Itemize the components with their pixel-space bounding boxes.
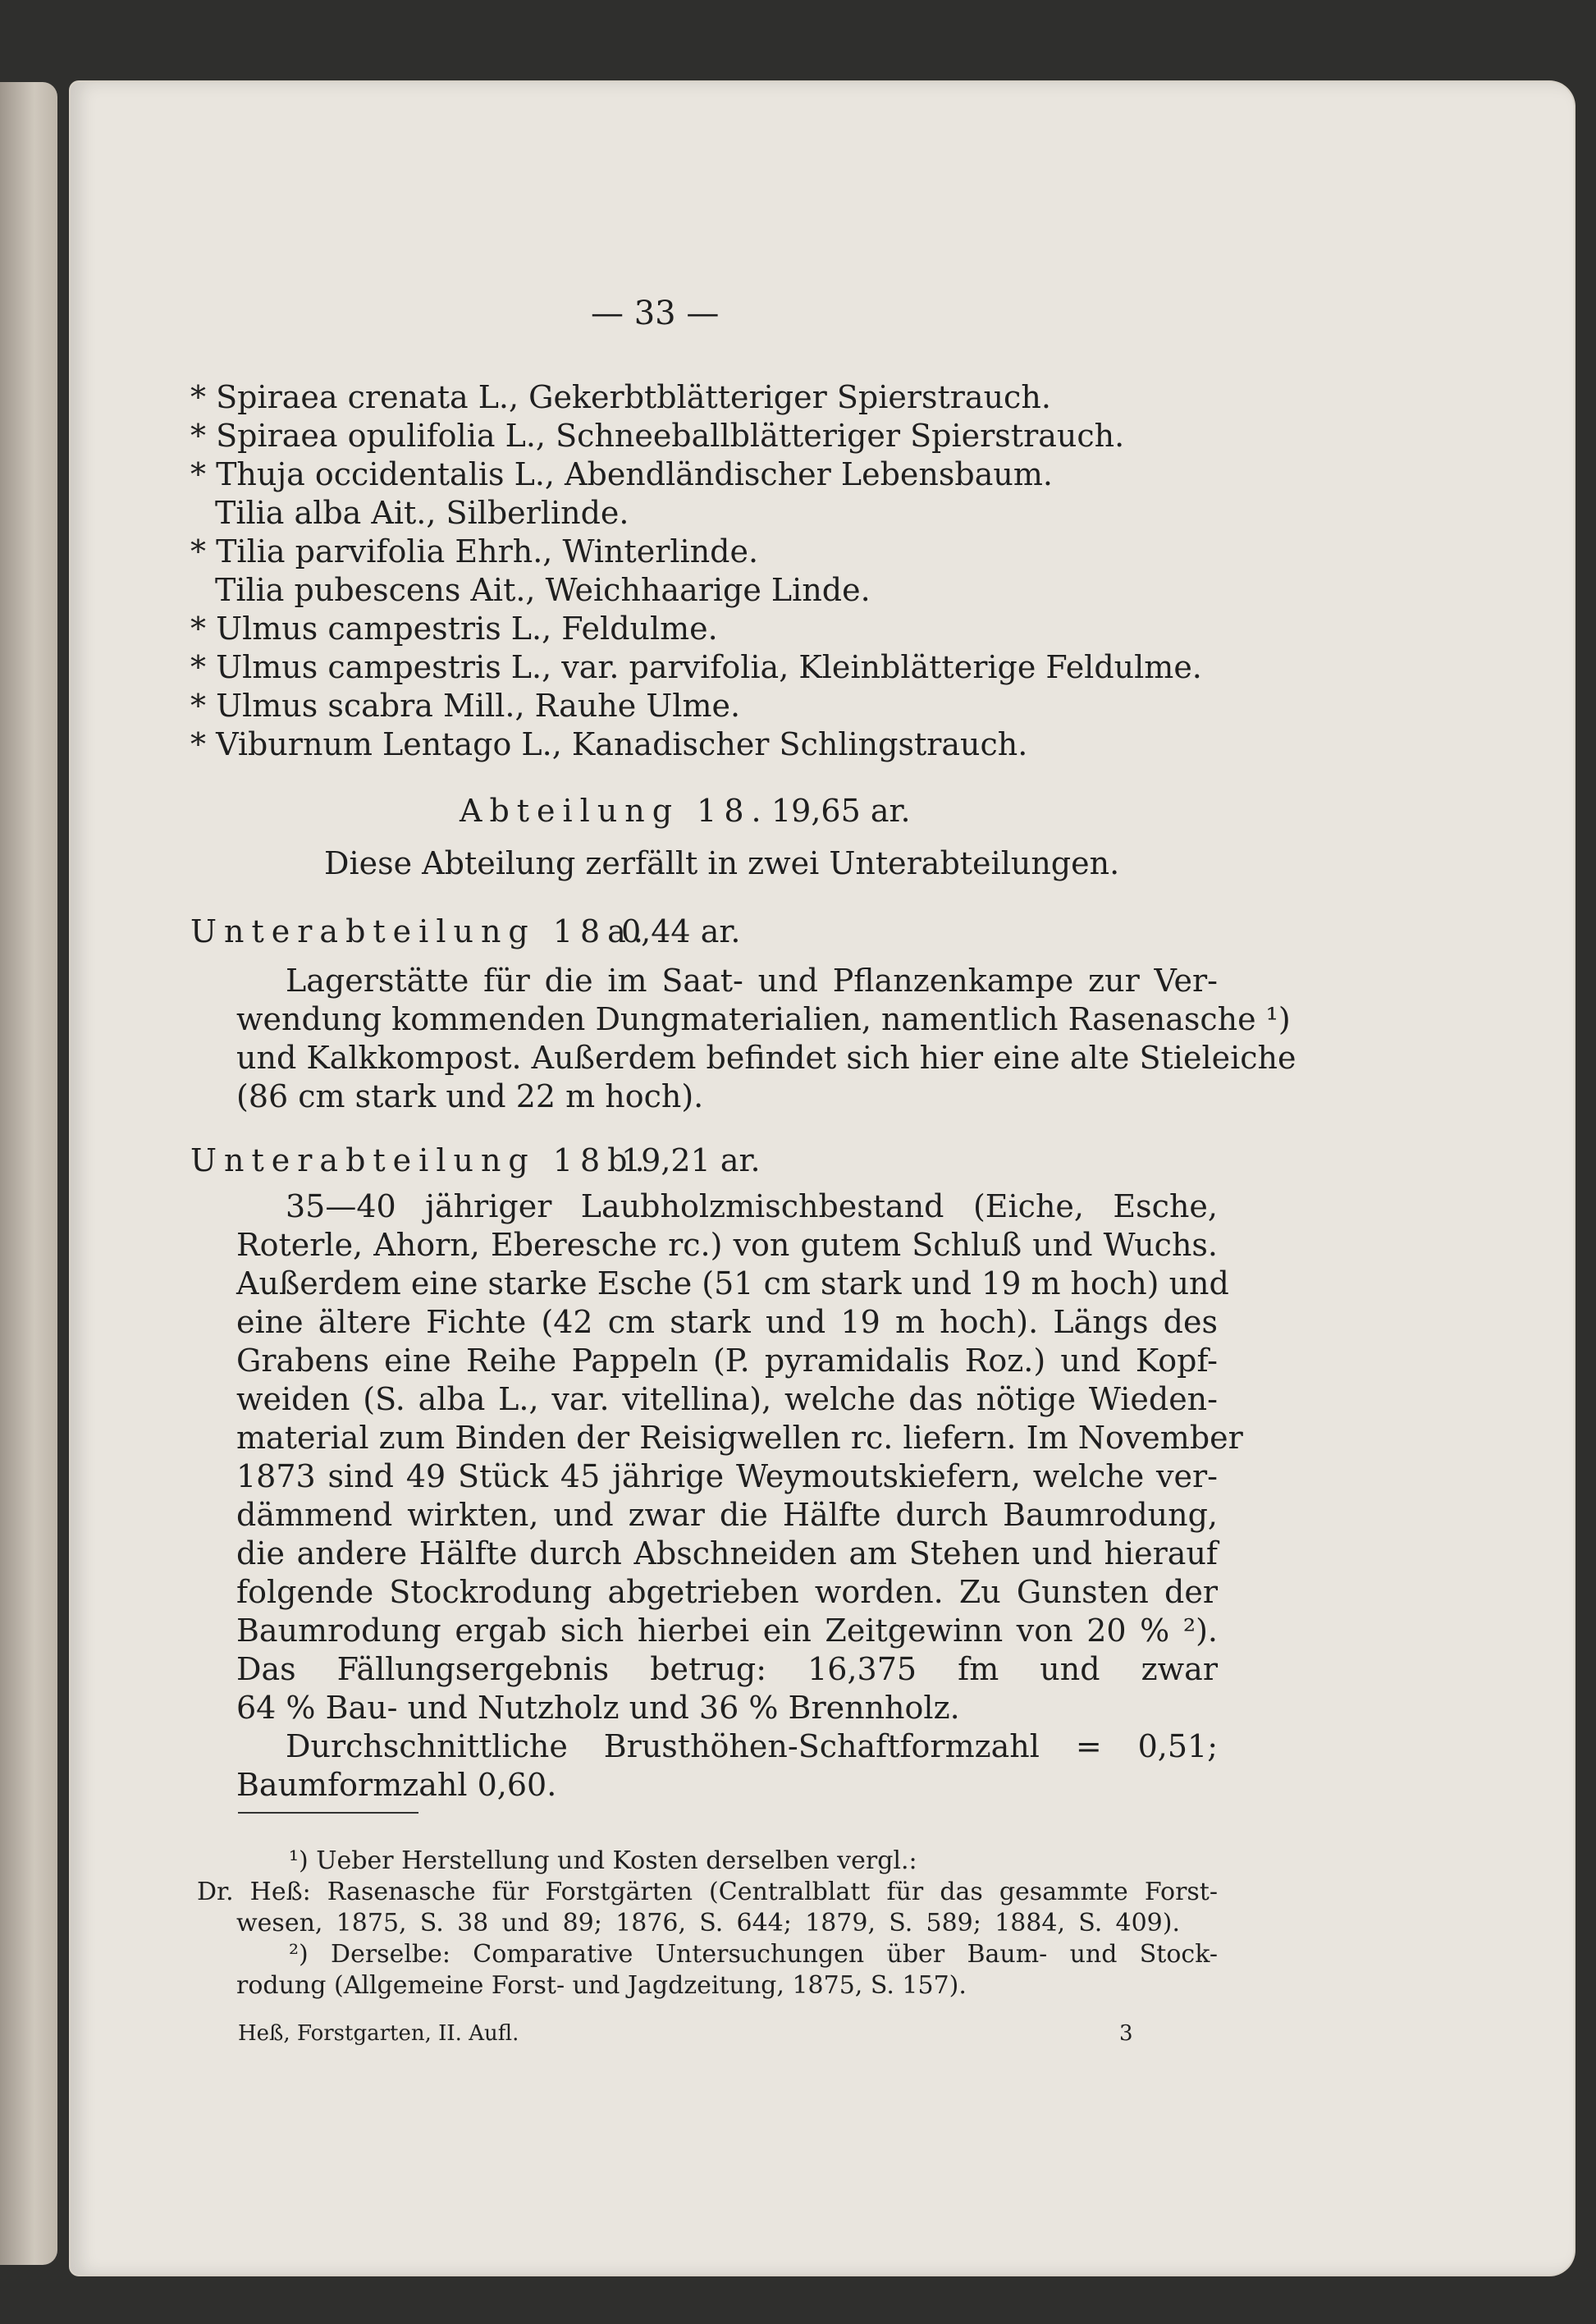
species-list-item: * Thuja occidentalis L., Abendländischer Lebensbaum. — [190, 456, 1053, 492]
subsection-b-line: eine ältere Fichte (42 cm stark und 19 m hoch). Längs des — [236, 1304, 1218, 1340]
subsection-b-line: folgende Stockrodung abgetrieben worden. Zu Gunsten der — [236, 1574, 1218, 1610]
subsection-a-area: 0,44 ar. — [621, 913, 741, 949]
species-list-item: * Ulmus campestris L., var. parvifolia, Kleinblätterige Feldulme. — [190, 649, 1202, 685]
subsection-b-line: 35—40 jähriger Laubholzmischbestand (Eiche, Esche, — [286, 1188, 1218, 1224]
subsection-b-line: Roterle, Ahorn, Eberesche rc.) von gutem Schluß und Wuchs. — [236, 1227, 1218, 1263]
subsection-b-line: 1873 sind 49 Stück 45 jährige Weymoutskiefern, welche ver- — [236, 1458, 1218, 1494]
subsection-b-line: weiden (S. alba L., var. vitellina), welche das nötige Wieden- — [236, 1381, 1218, 1417]
species-list-item: * Tilia parvifolia Ehrh., Winterlinde. — [190, 533, 759, 570]
subsection-a-line: (86 cm stark und 22 m hoch). — [236, 1078, 704, 1114]
left-page-edge — [0, 82, 57, 2265]
footnote-line: wesen, 1875, S. 38 und 89; 1876, S. 644; 1879, S. 589; 1884, S. 409). — [236, 1909, 1180, 1937]
subsection-a-line: wendung kommenden Dungmaterialien, namentlich Rasenasche ¹) — [236, 1001, 1291, 1037]
species-list-item: Tilia alba Ait., Silberlinde. — [215, 495, 629, 531]
species-list-item: * Ulmus campestris L., Feldulme. — [190, 611, 718, 647]
subsection-b-line: Außerdem eine starke Esche (51 cm stark und 19 m hoch) und — [236, 1265, 1229, 1302]
subsection-a-line: und Kalkkompost. Außerdem befindet sich hier eine alte Stieleiche — [236, 1040, 1296, 1076]
subsection-a-line: Lagerstätte für die im Saat- und Pflanzenkampe zur Ver- — [286, 963, 1218, 999]
section-heading-label: Abteilung 18. — [460, 793, 769, 829]
section-intro: Diese Abteilung zerfällt in zwei Unterabteilungen. — [324, 845, 1120, 881]
section-heading-area: 19,65 ar. — [771, 793, 911, 829]
footer-signature: Heß, Forstgarten, II. Aufl. — [238, 2021, 519, 2046]
species-list-item: * Ulmus scabra Mill., Rauhe Ulme. — [190, 688, 741, 724]
footnote-line: rodung (Allgemeine Forst- und Jagdzeitung, 1875, S. 157). — [236, 1971, 967, 2000]
footnote-line: Dr. Heß: Rasenasche für Forstgärten (Centralblatt für das gesammte Forst- — [197, 1878, 1218, 1906]
species-list-item: * Viburnum Lentago L., Kanadischer Schlingstrauch. — [190, 726, 1028, 762]
footnote-line: ¹) Ueber Herstellung und Kosten derselben vergl.: — [289, 1846, 917, 1875]
subsection-b-line: Grabens eine Reihe Pappeln (P. pyramidalis Roz.) und Kopf- — [236, 1343, 1218, 1379]
subsection-b-line: 64 % Bau- und Nutzholz und 36 % Brennholz. — [236, 1690, 960, 1726]
subsection-b-area: 19,21 ar. — [621, 1142, 761, 1178]
sheet-number: 3 — [1119, 2021, 1133, 2046]
subsection-b-line: die andere Hälfte durch Abschneiden am Stehen und hierauf — [236, 1535, 1218, 1571]
species-list-item: * Spiraea opulifolia L., Schneeballblätteriger Spierstrauch. — [190, 418, 1125, 454]
species-list-item: * Spiraea crenata L., Gekerbtblätteriger Spierstrauch. — [190, 379, 1051, 415]
subsection-b-line: Das Fällungsergebnis betrug: 16,375 fm und zwar — [236, 1651, 1218, 1687]
species-list-item: Tilia pubescens Ait., Weichhaarige Linde. — [215, 572, 871, 608]
subsection-b-line: material zum Binden der Reisigwellen rc. liefern. Im November — [236, 1420, 1243, 1456]
subsection-b-label: Unterabteilung 18b. — [190, 1142, 652, 1178]
subsection-b-line: Baumformzahl 0,60. — [236, 1767, 557, 1803]
footnote-line: ²) Derselbe: Comparative Untersuchungen über Baum- und Stock- — [289, 1940, 1218, 1969]
subsection-b-line: Durchschnittliche Brusthöhen-Schaftformzahl = 0,51; — [286, 1728, 1218, 1764]
subsection-a-label: Unterabteilung 18a. — [190, 913, 651, 949]
footnote-divider — [238, 1812, 418, 1814]
subsection-b-line: Baumrodung ergab sich hierbei ein Zeitgewinn von 20 % ²). — [236, 1613, 1218, 1649]
subsection-b-line: dämmend wirkten, und zwar die Hälfte durch Baumrodung, — [236, 1497, 1218, 1533]
page-number: — 33 — — [591, 295, 720, 332]
